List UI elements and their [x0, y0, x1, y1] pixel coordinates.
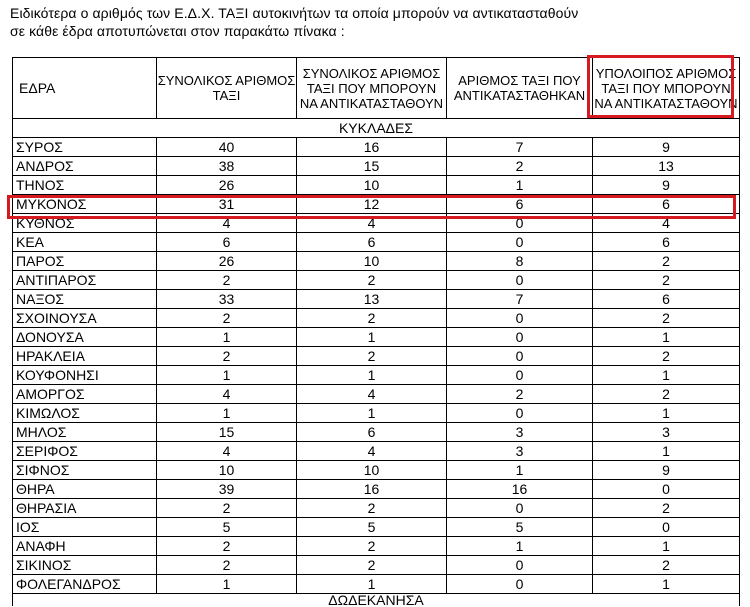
- cell-remaining: 2: [593, 271, 740, 290]
- cell-total: 31: [157, 195, 297, 214]
- cell-total: 2: [157, 309, 297, 328]
- cell-replaced: 6: [447, 195, 593, 214]
- cell-replaced: 3: [447, 423, 593, 442]
- cell-replaceable: 4: [297, 442, 447, 461]
- cell-remaining: 2: [593, 252, 740, 271]
- table-row: [13, 366, 740, 385]
- table-row: [13, 138, 740, 157]
- cell-replaced: 1: [447, 461, 593, 480]
- cell-total: 4: [157, 442, 297, 461]
- table-row: [13, 347, 740, 366]
- cell-edra: ΚΟΥΦΟΝΗΣΙ: [13, 366, 157, 385]
- cell-remaining: 2: [593, 309, 740, 328]
- cell-edra: ΚΥΘΝΟΣ: [13, 214, 157, 233]
- cell-replaceable: 2: [297, 271, 447, 290]
- table-row: [13, 537, 740, 556]
- cell-total: 1: [157, 328, 297, 347]
- cell-replaced: 0: [447, 556, 593, 575]
- cell-edra: ΦΟΛΕΓΑΝΔΡΟΣ: [13, 575, 157, 594]
- header-remaining: ΥΠΟΛΟΙΠΟΣ ΑΡΙΘΜΟΣ ΤΑΞΙ ΠΟΥ ΜΠΟΡΟΥΝ ΝΑ ΑΝΤΙΚΑΤΑΣΤΑΘΟΥΝ: [593, 58, 740, 119]
- cell-total: 26: [157, 176, 297, 195]
- cell-remaining: 13: [593, 157, 740, 176]
- cell-replaceable: 4: [297, 214, 447, 233]
- cell-replaceable: 2: [297, 499, 447, 518]
- cell-remaining: 6: [593, 233, 740, 252]
- cell-remaining: 3: [593, 423, 740, 442]
- cell-edra: ΙΟΣ: [13, 518, 157, 537]
- cell-edra: ΣΧΟΙΝΟΥΣΑ: [13, 309, 157, 328]
- cell-remaining: 2: [593, 385, 740, 404]
- cell-total: 40: [157, 138, 297, 157]
- cell-replaced: 7: [447, 290, 593, 309]
- cell-replaced: 0: [447, 233, 593, 252]
- cell-remaining: 2: [593, 499, 740, 518]
- cell-replaced: 0: [447, 328, 593, 347]
- cell-replaceable: 2: [297, 347, 447, 366]
- cell-replaced: 0: [447, 404, 593, 423]
- header-replaceable-total: ΣΥΝΟΛΙΚΟΣ ΑΡΙΘΜΟΣ ΤΑΞΙ ΠΟΥ ΜΠΟΡΟΥΝ ΝΑ ΑΝΤΙΚΑΤΑΣΤΑΘΟΥΝ: [297, 58, 447, 119]
- cell-replaceable: 2: [297, 537, 447, 556]
- cell-remaining: 1: [593, 537, 740, 556]
- cell-replaceable: 15: [297, 157, 447, 176]
- cell-total: 2: [157, 499, 297, 518]
- cell-replaced: 1: [447, 176, 593, 195]
- table-row: [13, 385, 740, 404]
- cell-total: 2: [157, 556, 297, 575]
- cell-total: 39: [157, 480, 297, 499]
- cell-edra: ΘΗΡΑΣΙΑ: [13, 499, 157, 518]
- cell-total: 4: [157, 214, 297, 233]
- cell-remaining: 1: [593, 442, 740, 461]
- cell-replaced: 1: [447, 537, 593, 556]
- cell-edra: ΣΙΦΝΟΣ: [13, 461, 157, 480]
- cell-replaceable: 10: [297, 461, 447, 480]
- taxi-table: [12, 57, 740, 606]
- cell-remaining: 1: [593, 404, 740, 423]
- cell-replaceable: 1: [297, 366, 447, 385]
- cell-edra: ΚΙΜΩΛΟΣ: [13, 404, 157, 423]
- cell-replaced: 8: [447, 252, 593, 271]
- table-row: [13, 157, 740, 176]
- table-row: [13, 195, 740, 214]
- cell-replaced: 0: [447, 347, 593, 366]
- region-row: [13, 119, 740, 138]
- cell-remaining: 9: [593, 461, 740, 480]
- cell-total: 38: [157, 157, 297, 176]
- cell-remaining: 6: [593, 195, 740, 214]
- next-region-row: [13, 594, 740, 607]
- cell-edra: ΑΜΟΡΓΟΣ: [13, 385, 157, 404]
- table-row: [13, 461, 740, 480]
- cell-remaining: 1: [593, 328, 740, 347]
- cell-total: 33: [157, 290, 297, 309]
- cell-total: 1: [157, 366, 297, 385]
- table-row: [13, 309, 740, 328]
- table-row: [13, 499, 740, 518]
- cell-replaceable: 2: [297, 556, 447, 575]
- cell-replaced: 0: [447, 366, 593, 385]
- cell-edra: ΘΗΡΑ: [13, 480, 157, 499]
- cell-replaceable: 16: [297, 138, 447, 157]
- header-replaced: ΑΡΙΘΜΟΣ ΤΑΞΙ ΠΟΥ ΑΝΤΙΚΑΤΑΣΤΑΘΗΚΑΝ: [447, 58, 593, 119]
- cell-edra: ΤΗΝΟΣ: [13, 176, 157, 195]
- cell-total: 2: [157, 537, 297, 556]
- cell-replaced: 16: [447, 480, 593, 499]
- cell-remaining: 0: [593, 480, 740, 499]
- cell-edra: ΣΙΚΙΝΟΣ: [13, 556, 157, 575]
- cell-replaceable: 6: [297, 233, 447, 252]
- table-row: [13, 271, 740, 290]
- cell-replaced: 0: [447, 214, 593, 233]
- cell-edra: ΣΕΡΙΦΟΣ: [13, 442, 157, 461]
- table-row: [13, 404, 740, 423]
- table-row: [13, 442, 740, 461]
- cell-remaining: 6: [593, 290, 740, 309]
- cell-replaceable: 4: [297, 385, 447, 404]
- table-row: [13, 518, 740, 537]
- table-row: [13, 575, 740, 594]
- cell-replaced: 0: [447, 499, 593, 518]
- next-region-label: ΔΩΔΕΚΑΝΗΣΑ: [13, 594, 740, 607]
- cell-replaceable: 12: [297, 195, 447, 214]
- cell-replaceable: 1: [297, 328, 447, 347]
- cell-replaceable: 6: [297, 423, 447, 442]
- cell-remaining: 9: [593, 138, 740, 157]
- header-edra: ΕΔΡΑ: [13, 58, 157, 119]
- cell-remaining: 1: [593, 366, 740, 385]
- cell-edra: ΜΥΚΟΝΟΣ: [13, 195, 157, 214]
- cell-total: 1: [157, 575, 297, 594]
- header-total-taxis: ΣΥΝΟΛΙΚΟΣ ΑΡΙΘΜΟΣ ΤΑΞΙ: [157, 58, 297, 119]
- cell-total: 10: [157, 461, 297, 480]
- cell-replaceable: 16: [297, 480, 447, 499]
- cell-total: 6: [157, 233, 297, 252]
- cell-edra: ΑΝΤΙΠΑΡΟΣ: [13, 271, 157, 290]
- cell-replaceable: 1: [297, 404, 447, 423]
- cell-edra: ΠΑΡΟΣ: [13, 252, 157, 271]
- table-header-row: [13, 58, 740, 119]
- cell-total: 26: [157, 252, 297, 271]
- cell-edra: ΔΟΝΟΥΣΑ: [13, 328, 157, 347]
- cell-replaced: 2: [447, 385, 593, 404]
- cell-total: 1: [157, 404, 297, 423]
- cell-remaining: 0: [593, 518, 740, 537]
- table-row: [13, 252, 740, 271]
- cell-total: 15: [157, 423, 297, 442]
- cell-edra: ΚΕΑ: [13, 233, 157, 252]
- cell-replaceable: 10: [297, 176, 447, 195]
- cell-replaceable: 2: [297, 309, 447, 328]
- intro-line-1: Ειδικότερα ο αριθμός των Ε.Δ.Χ. ΤΑΞΙ αυτοκινήτων τα οποία μπορούν να αντικατασταθούν: [10, 5, 579, 21]
- table-row: [13, 328, 740, 347]
- cell-edra: ΝΑΞΟΣ: [13, 290, 157, 309]
- intro-line-2: σε κάθε έδρα αποτυπώνεται στον παρακάτω πίνακα :: [10, 23, 345, 39]
- cell-replaced: 0: [447, 309, 593, 328]
- table-row: [13, 176, 740, 195]
- cell-replaceable: 5: [297, 518, 447, 537]
- cell-total: 2: [157, 347, 297, 366]
- table-row: [13, 290, 740, 309]
- cell-remaining: 1: [593, 575, 740, 594]
- table-row: [13, 214, 740, 233]
- table-row: [13, 423, 740, 442]
- table-row: [13, 480, 740, 499]
- intro-paragraph: [10, 4, 740, 40]
- cell-replaceable: 10: [297, 252, 447, 271]
- cell-edra: ΑΝΑΦΗ: [13, 537, 157, 556]
- cell-edra: ΑΝΔΡΟΣ: [13, 157, 157, 176]
- cell-remaining: 2: [593, 347, 740, 366]
- cell-total: 2: [157, 271, 297, 290]
- cell-replaceable: 1: [297, 575, 447, 594]
- cell-edra: ΜΗΛΟΣ: [13, 423, 157, 442]
- table-row: [13, 556, 740, 575]
- cell-total: 5: [157, 518, 297, 537]
- cell-replaced: 0: [447, 575, 593, 594]
- cell-replaced: 5: [447, 518, 593, 537]
- cell-replaced: 2: [447, 157, 593, 176]
- table-row: [13, 233, 740, 252]
- cell-edra: ΗΡΑΚΛΕΙΑ: [13, 347, 157, 366]
- cell-replaced: 3: [447, 442, 593, 461]
- cell-remaining: 9: [593, 176, 740, 195]
- cell-total: 4: [157, 385, 297, 404]
- cell-remaining: 4: [593, 214, 740, 233]
- region-label: ΚΥΚΛΑΔΕΣ: [13, 119, 740, 138]
- cell-replaced: 7: [447, 138, 593, 157]
- cell-replaced: 0: [447, 271, 593, 290]
- cell-replaceable: 13: [297, 290, 447, 309]
- cell-edra: ΣΥΡΟΣ: [13, 138, 157, 157]
- cell-remaining: 2: [593, 556, 740, 575]
